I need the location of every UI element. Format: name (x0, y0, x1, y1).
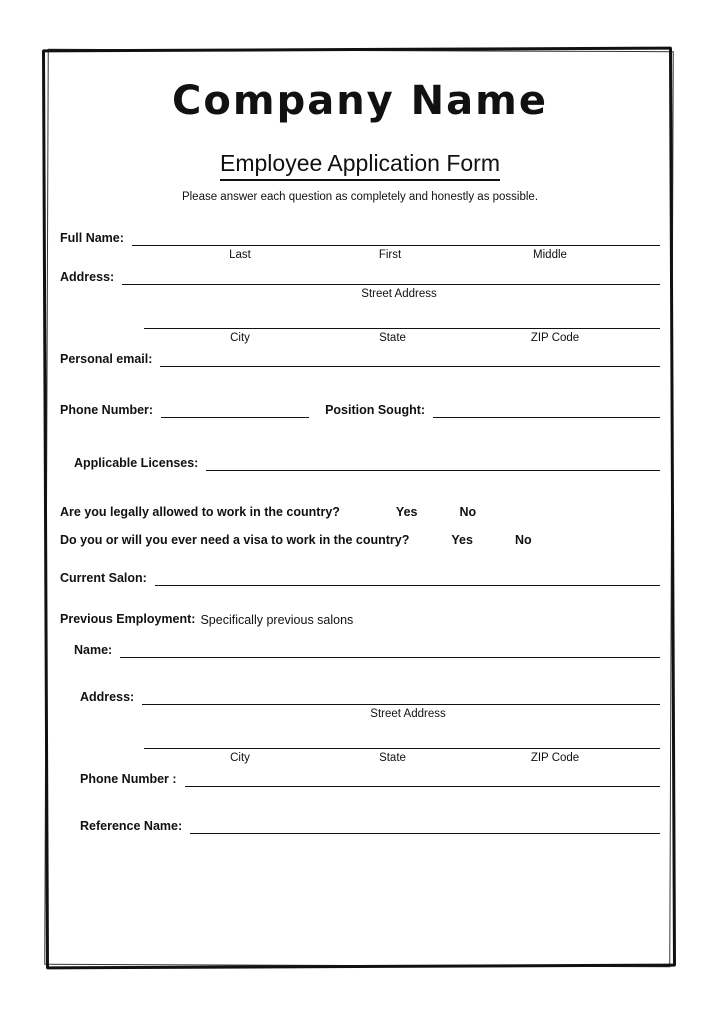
previous-address-city-input[interactable] (144, 734, 660, 749)
question-visa-needed-no[interactable]: No (514, 533, 532, 547)
address-city-input[interactable] (144, 314, 660, 329)
applicable-licenses-input[interactable] (206, 456, 660, 471)
caption-prev-state: State (379, 752, 406, 764)
question-visa-needed-yes[interactable]: Yes (451, 533, 473, 547)
previous-phone-row (60, 772, 660, 787)
previous-address-street-input[interactable] (142, 690, 660, 705)
caption-state: State (379, 332, 406, 344)
caption-first: First (378, 249, 402, 261)
reference-name-input[interactable] (190, 819, 660, 834)
form-subtitle: Please answer each question as completely and honestly as possible. (181, 191, 539, 203)
question-work-allowed-yes[interactable]: Yes (395, 505, 418, 519)
caption-zip: ZIP Code (530, 332, 580, 344)
previous-address-label: Address: (80, 690, 135, 704)
form-content (60, 60, 660, 960)
previous-employment-row (60, 612, 660, 627)
phone-number-input[interactable] (161, 403, 309, 418)
caption-city: City (230, 332, 250, 344)
address-city-row (60, 314, 660, 329)
address-row (60, 270, 660, 285)
address-city-captions (60, 332, 660, 344)
previous-name-row (60, 643, 660, 658)
personal-email-label: Personal email: (60, 352, 153, 366)
question-visa-needed-text: Do you or will you ever need a visa to work in the country? (60, 533, 410, 547)
caption-street-address: Street Address (361, 288, 437, 300)
caption-prev-zip: ZIP Code (530, 752, 580, 764)
previous-name-label: Name: (74, 643, 113, 657)
personal-email-row (60, 352, 660, 367)
applicable-licenses-row (60, 456, 660, 471)
position-sought-input[interactable] (433, 403, 660, 418)
form-title: Employee Application Form (220, 150, 500, 181)
phone-position-row (60, 403, 660, 418)
previous-address-row (60, 690, 660, 705)
previous-employment-label: Previous Employment: (60, 612, 196, 626)
applicable-licenses-label: Applicable Licenses: (74, 456, 199, 470)
previous-phone-input[interactable] (185, 772, 660, 787)
personal-email-input[interactable] (160, 352, 660, 367)
position-sought-label: Position Sought: (325, 403, 426, 417)
caption-last: Last (229, 249, 251, 261)
question-work-allowed-no[interactable]: No (459, 505, 477, 519)
address-label: Address: (60, 270, 115, 284)
full-name-label: Full Name: (60, 231, 124, 245)
caption-middle: Middle (533, 249, 567, 261)
full-name-captions (60, 249, 660, 261)
phone-number-label: Phone Number: (60, 403, 154, 417)
form-title-wrap (60, 150, 660, 181)
reference-name-label: Reference Name: (80, 819, 183, 833)
previous-phone-label: Phone Number : (80, 772, 177, 786)
current-salon-row (60, 571, 660, 586)
previous-name-input[interactable] (120, 643, 660, 658)
full-name-input[interactable] (132, 231, 660, 246)
question-work-allowed-row (60, 505, 660, 519)
address-street-input[interactable] (122, 270, 660, 285)
previous-address-captions (60, 752, 660, 764)
question-visa-needed-row (60, 533, 660, 547)
company-name: Company Name (172, 78, 548, 124)
current-salon-input[interactable] (155, 571, 660, 586)
full-name-row (60, 231, 660, 246)
current-salon-label: Current Salon: (60, 571, 147, 585)
reference-name-row (60, 819, 660, 834)
caption-prev-city: City (230, 752, 250, 764)
previous-address-city-row (60, 734, 660, 749)
previous-employment-note: Specifically previous salons (200, 613, 354, 627)
question-work-allowed-text: Are you legally allowed to work in the country? (60, 505, 340, 519)
caption-prev-street-address: Street Address (370, 708, 446, 720)
